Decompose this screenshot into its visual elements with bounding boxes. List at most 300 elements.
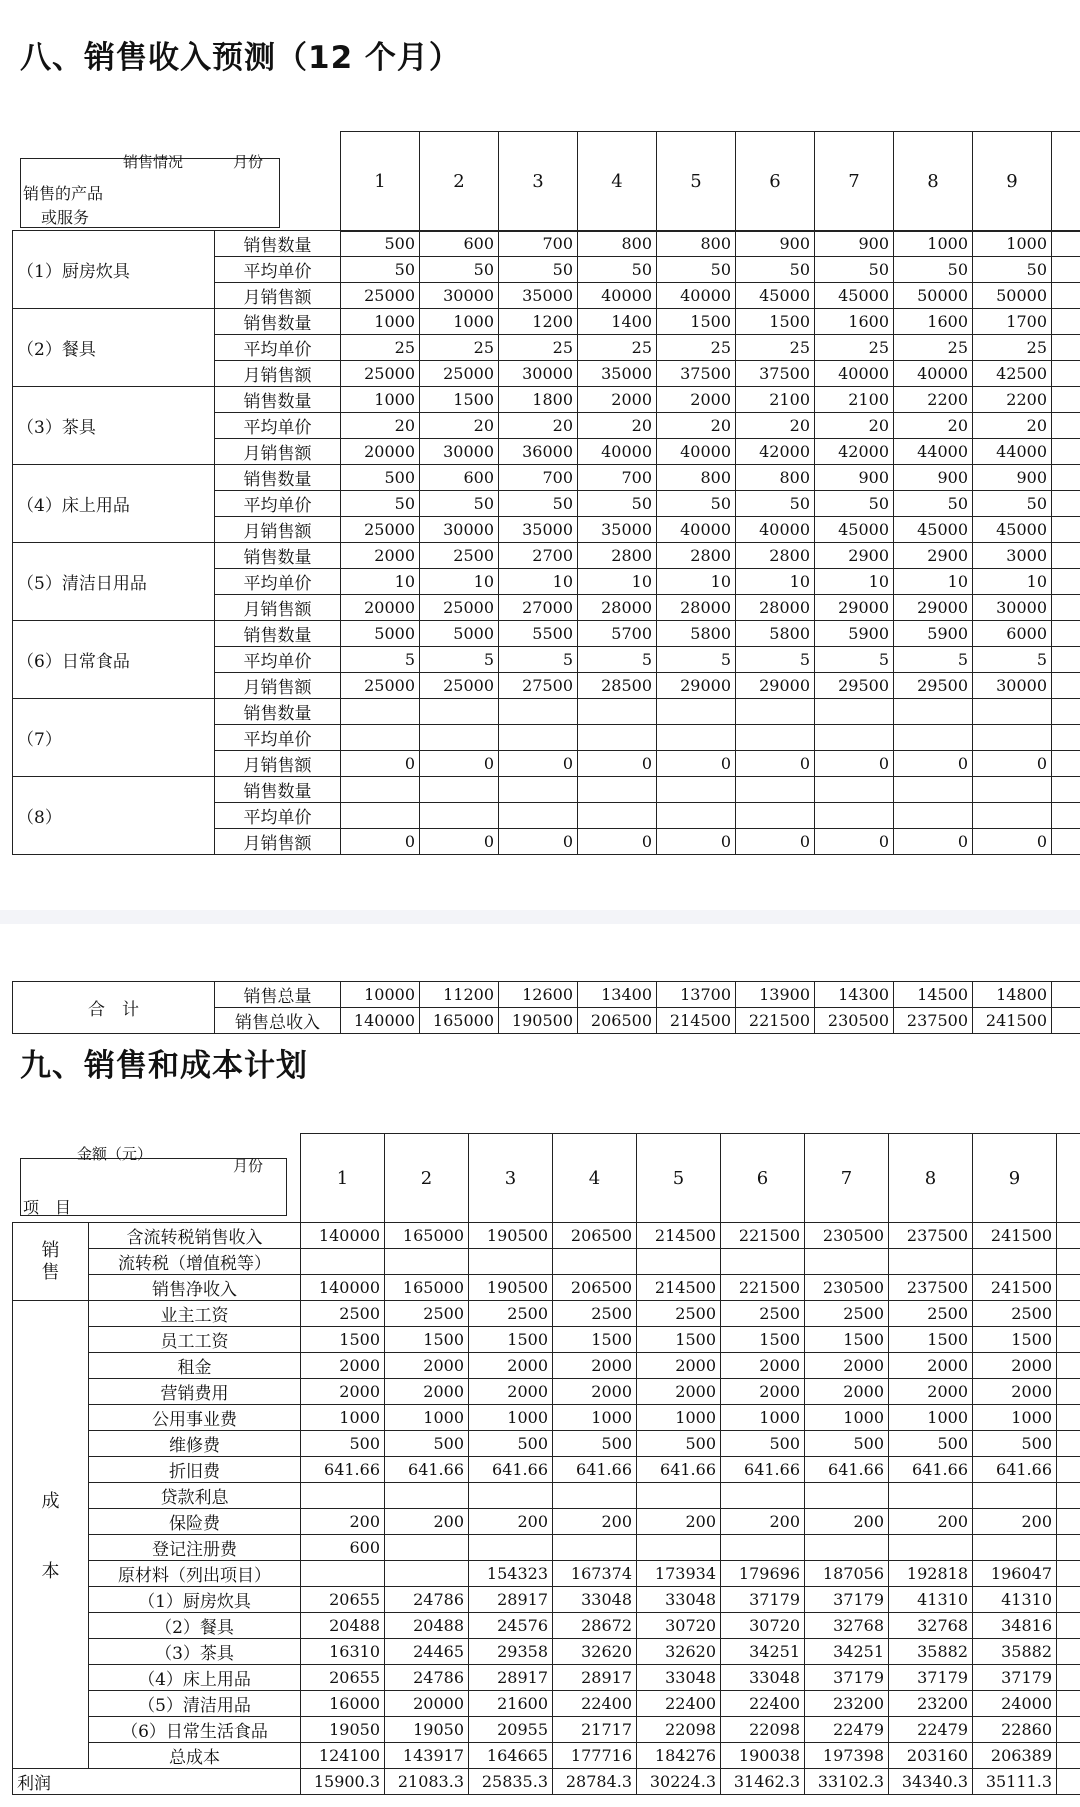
value-cell [889, 1249, 973, 1275]
section9-corner [20, 1145, 287, 1217]
value-cell: 2500 [420, 543, 499, 569]
value-cell: 1000 [805, 1405, 889, 1431]
value-cell: 1500 [420, 387, 499, 413]
value-cell: 203160 [889, 1743, 973, 1769]
value-cell: 200 [637, 1509, 721, 1535]
value-cell [973, 777, 1052, 803]
value-cell: 0 [815, 751, 894, 777]
month-header: 3 [499, 132, 578, 232]
value-cell: 1000 [973, 1405, 1057, 1431]
row-label: 流转税（增值税等） [89, 1249, 301, 1275]
value-cell: 20 [657, 413, 736, 439]
value-cell: 29500 [815, 673, 894, 699]
row-label: 折旧费 [89, 1457, 301, 1483]
value-cell: 50 [341, 257, 420, 283]
value-cell: 50 [894, 257, 973, 283]
row-label: 销售总量 [215, 982, 341, 1008]
value-cell: 50 [736, 257, 815, 283]
value-cell: 24000 [973, 1691, 1057, 1717]
cutoff-cell [1057, 1691, 1080, 1717]
value-cell: 10000 [341, 982, 420, 1008]
value-cell: 2000 [469, 1353, 553, 1379]
value-cell: 45000 [894, 517, 973, 543]
value-cell: 50000 [894, 283, 973, 309]
row-label: 平均单价 [215, 335, 341, 361]
value-cell [420, 777, 499, 803]
value-cell: 27000 [499, 595, 578, 621]
month-header: 2 [385, 1134, 469, 1223]
value-cell: 800 [736, 465, 815, 491]
value-cell: 214500 [637, 1275, 721, 1301]
value-cell: 500 [341, 231, 420, 257]
row-label: 平均单价 [215, 647, 341, 673]
cutoff-cell [1057, 1353, 1080, 1379]
value-cell: 1600 [815, 309, 894, 335]
cutoff-cell [1052, 699, 1080, 725]
month-header: 5 [637, 1134, 721, 1223]
cutoff-cell [1052, 465, 1080, 491]
table-row [13, 543, 1080, 569]
row-label: 原材料（列出项目） [89, 1561, 301, 1587]
value-cell: 641.66 [805, 1457, 889, 1483]
value-cell: 20000 [385, 1691, 469, 1717]
value-cell: 500 [805, 1431, 889, 1457]
value-cell: 10 [657, 569, 736, 595]
value-cell: 10 [973, 569, 1052, 595]
value-cell [657, 725, 736, 751]
value-cell: 20 [973, 413, 1052, 439]
cutoff-cell [1057, 1249, 1080, 1275]
value-cell [736, 725, 815, 751]
value-cell: 20655 [301, 1665, 385, 1691]
value-cell: 641.66 [721, 1457, 805, 1483]
value-cell: 5 [341, 647, 420, 673]
value-cell: 154323 [469, 1561, 553, 1587]
value-cell: 2500 [301, 1301, 385, 1327]
value-cell: 641.66 [889, 1457, 973, 1483]
value-cell: 13900 [736, 982, 815, 1008]
value-cell: 5 [578, 647, 657, 673]
cutoff-cell [1057, 1769, 1080, 1795]
value-cell: 0 [894, 829, 973, 855]
value-cell: 1000 [301, 1405, 385, 1431]
value-cell: 35882 [973, 1639, 1057, 1665]
corner9-left1: 项 目 [23, 1198, 72, 1217]
page-separator [0, 910, 1080, 924]
value-cell: 2000 [301, 1353, 385, 1379]
value-cell [341, 725, 420, 751]
row-label: 总成本 [89, 1743, 301, 1769]
table-row [13, 1301, 1080, 1327]
value-cell: 2500 [805, 1301, 889, 1327]
value-cell: 2000 [973, 1379, 1057, 1405]
cutoff-cell [1057, 1223, 1080, 1249]
value-cell: 30000 [420, 283, 499, 309]
value-cell: 40000 [894, 361, 973, 387]
value-cell: 641.66 [301, 1457, 385, 1483]
table-row [13, 1353, 1080, 1379]
value-cell: 40000 [815, 361, 894, 387]
value-cell: 2800 [578, 543, 657, 569]
value-cell [805, 1535, 889, 1561]
value-cell: 33048 [637, 1665, 721, 1691]
product-name: （7） [13, 699, 215, 777]
row-label: （3）茶具 [89, 1639, 301, 1665]
value-cell [301, 1483, 385, 1509]
value-cell: 5000 [420, 621, 499, 647]
value-cell: 10 [420, 569, 499, 595]
cutoff-cell [1057, 1665, 1080, 1691]
value-cell [973, 1483, 1057, 1509]
value-cell: 37179 [805, 1587, 889, 1613]
value-cell: 5000 [341, 621, 420, 647]
value-cell [815, 777, 894, 803]
value-cell: 196047 [973, 1561, 1057, 1587]
value-cell: 700 [499, 231, 578, 257]
month-header: 6 [721, 1134, 805, 1223]
cost-group-char2: 本 [41, 1560, 60, 1582]
table-row [13, 1431, 1080, 1457]
value-cell: 0 [420, 829, 499, 855]
value-cell: 2000 [973, 1353, 1057, 1379]
value-cell: 22400 [553, 1691, 637, 1717]
row-label: 销售数量 [215, 699, 341, 725]
value-cell: 206500 [553, 1275, 637, 1301]
value-cell: 2900 [894, 543, 973, 569]
value-cell: 20 [815, 413, 894, 439]
value-cell: 50 [499, 491, 578, 517]
value-cell: 5 [499, 647, 578, 673]
value-cell: 500 [721, 1431, 805, 1457]
value-cell: 31462.3 [721, 1769, 805, 1795]
value-cell [420, 725, 499, 751]
section9-month-header [300, 1133, 1080, 1223]
row-label: 月销售额 [215, 673, 341, 699]
table-row [13, 309, 1080, 335]
value-cell: 28500 [578, 673, 657, 699]
value-cell [973, 1535, 1057, 1561]
value-cell: 10 [341, 569, 420, 595]
value-cell: 5 [894, 647, 973, 673]
value-cell: 40000 [657, 517, 736, 543]
value-cell [805, 1483, 889, 1509]
value-cell: 900 [815, 231, 894, 257]
value-cell: 1500 [736, 309, 815, 335]
value-cell: 33048 [721, 1665, 805, 1691]
value-cell: 32620 [553, 1639, 637, 1665]
row-label: 平均单价 [215, 803, 341, 829]
value-cell: 32620 [637, 1639, 721, 1665]
value-cell: 2500 [721, 1301, 805, 1327]
value-cell: 36000 [499, 439, 578, 465]
value-cell [578, 803, 657, 829]
month-header: 1 [301, 1134, 385, 1223]
value-cell: 1000 [889, 1405, 973, 1431]
month-header: 2 [420, 132, 499, 232]
value-cell: 2100 [815, 387, 894, 413]
cutoff-cell [1052, 803, 1080, 829]
table-row [13, 1379, 1080, 1405]
value-cell: 2200 [973, 387, 1052, 413]
value-cell: 1800 [499, 387, 578, 413]
value-cell: 33048 [637, 1587, 721, 1613]
value-cell: 500 [553, 1431, 637, 1457]
row-label: 月销售额 [215, 439, 341, 465]
value-cell: 500 [341, 465, 420, 491]
value-cell: 37179 [721, 1587, 805, 1613]
value-cell: 25 [973, 335, 1052, 361]
value-cell: 164665 [469, 1743, 553, 1769]
value-cell: 1500 [637, 1327, 721, 1353]
row-label: 月销售额 [215, 829, 341, 855]
value-cell: 187056 [805, 1561, 889, 1587]
value-cell: 20 [499, 413, 578, 439]
cutoff-cell [1057, 1743, 1080, 1769]
value-cell: 2700 [499, 543, 578, 569]
value-cell: 0 [815, 829, 894, 855]
value-cell: 25000 [341, 283, 420, 309]
value-cell: 42500 [973, 361, 1052, 387]
cutoff-cell [1052, 335, 1080, 361]
value-cell: 230500 [805, 1223, 889, 1249]
value-cell [499, 725, 578, 751]
value-cell: 35000 [499, 517, 578, 543]
row-label: （6）日常生活食品 [89, 1717, 301, 1743]
row-label: 营销费用 [89, 1379, 301, 1405]
value-cell: 5800 [736, 621, 815, 647]
value-cell: 197398 [805, 1743, 889, 1769]
value-cell [973, 725, 1052, 751]
value-cell [301, 1561, 385, 1587]
value-cell: 30000 [499, 361, 578, 387]
value-cell: 50 [736, 491, 815, 517]
profit-row [13, 1769, 1080, 1795]
value-cell [553, 1249, 637, 1275]
cutoff-cell [1052, 829, 1080, 855]
value-cell: 30000 [420, 517, 499, 543]
value-cell: 10 [499, 569, 578, 595]
value-cell [657, 803, 736, 829]
value-cell: 50 [973, 257, 1052, 283]
row-label: 平均单价 [215, 413, 341, 439]
value-cell: 29000 [894, 595, 973, 621]
cutoff-cell [1057, 1275, 1080, 1301]
value-cell: 2100 [736, 387, 815, 413]
month-header: 7 [815, 132, 894, 232]
value-cell: 184276 [637, 1743, 721, 1769]
value-cell: 28784.3 [553, 1769, 637, 1795]
value-cell: 241500 [973, 1008, 1052, 1034]
value-cell: 800 [657, 465, 736, 491]
value-cell: 14500 [894, 982, 973, 1008]
value-cell: 40000 [578, 439, 657, 465]
cutoff-cell [1052, 257, 1080, 283]
value-cell: 206500 [553, 1223, 637, 1249]
value-cell [736, 777, 815, 803]
value-cell: 1000 [385, 1405, 469, 1431]
row-label: 含流转税销售收入 [89, 1223, 301, 1249]
value-cell: 900 [815, 465, 894, 491]
value-cell: 23200 [805, 1691, 889, 1717]
value-cell: 35882 [889, 1639, 973, 1665]
value-cell: 1500 [657, 309, 736, 335]
value-cell: 50 [499, 257, 578, 283]
row-label: 月销售额 [215, 283, 341, 309]
value-cell: 1000 [721, 1405, 805, 1431]
value-cell: 600 [301, 1535, 385, 1561]
table-row [13, 1587, 1080, 1613]
value-cell: 22400 [721, 1691, 805, 1717]
value-cell: 2200 [894, 387, 973, 413]
value-cell: 34816 [973, 1613, 1057, 1639]
row-label: 销售数量 [215, 543, 341, 569]
value-cell: 28000 [578, 595, 657, 621]
value-cell: 41310 [889, 1587, 973, 1613]
table-row [13, 465, 1080, 491]
value-cell: 50 [578, 257, 657, 283]
value-cell: 50 [420, 257, 499, 283]
value-cell [341, 777, 420, 803]
value-cell: 1700 [973, 309, 1052, 335]
value-cell: 21083.3 [385, 1769, 469, 1795]
value-cell: 221500 [736, 1008, 815, 1034]
value-cell: 25 [657, 335, 736, 361]
value-cell: 2000 [578, 387, 657, 413]
row-label: （1）厨房炊具 [89, 1587, 301, 1613]
cutoff-cell [1057, 1457, 1080, 1483]
table-row [13, 1483, 1080, 1509]
value-cell: 33048 [553, 1587, 637, 1613]
value-cell: 167374 [553, 1561, 637, 1587]
table-row [13, 1405, 1080, 1431]
corner-left2: 或服务 [41, 208, 90, 227]
row-label: 平均单价 [215, 569, 341, 595]
cutoff-cell [1052, 751, 1080, 777]
cutoff-cell [1057, 1639, 1080, 1665]
value-cell: 5 [657, 647, 736, 673]
month-header: 6 [736, 132, 815, 232]
product-name: （6）日常食品 [13, 621, 215, 699]
value-cell: 0 [894, 751, 973, 777]
cutoff-cell [1052, 725, 1080, 751]
row-label: 业主工资 [89, 1301, 301, 1327]
value-cell: 2500 [973, 1301, 1057, 1327]
section8-total-table [12, 981, 1080, 1034]
month-header: 4 [578, 132, 657, 232]
product-name: （3）茶具 [13, 387, 215, 465]
value-cell: 24576 [469, 1613, 553, 1639]
value-cell [637, 1535, 721, 1561]
row-label: 销售总收入 [215, 1008, 341, 1034]
value-cell [385, 1249, 469, 1275]
cost-group-label [13, 1301, 89, 1769]
value-cell: 50 [815, 257, 894, 283]
value-cell: 5 [973, 647, 1052, 673]
cutoff-cell [1057, 1483, 1080, 1509]
value-cell [894, 803, 973, 829]
value-cell: 500 [469, 1431, 553, 1457]
value-cell: 50 [973, 491, 1052, 517]
month-header: 5 [657, 132, 736, 232]
value-cell: 0 [499, 751, 578, 777]
row-label: （4）床上用品 [89, 1665, 301, 1691]
value-cell: 34251 [721, 1639, 805, 1665]
value-cell: 500 [973, 1431, 1057, 1457]
corner-left1: 销售的产品 [23, 184, 104, 203]
cutoff-cell [1057, 1613, 1080, 1639]
value-cell: 200 [889, 1509, 973, 1535]
value-cell [721, 1483, 805, 1509]
cutoff-cell [1057, 1301, 1080, 1327]
value-cell: 13700 [657, 982, 736, 1008]
value-cell: 25 [736, 335, 815, 361]
value-cell: 1500 [385, 1327, 469, 1353]
value-cell: 50 [657, 491, 736, 517]
value-cell: 33102.3 [805, 1769, 889, 1795]
corner9-top1: 金额（元） [77, 1145, 153, 1163]
section9-title: 九、销售和成本计划 [20, 1048, 308, 1084]
month-header: 4 [553, 1134, 637, 1223]
product-name: （5）清洁日用品 [13, 543, 215, 621]
cutoff-cell [1052, 569, 1080, 595]
value-cell: 1000 [341, 309, 420, 335]
value-cell: 50 [894, 491, 973, 517]
product-name: （1）厨房炊具 [13, 231, 215, 309]
value-cell: 2500 [553, 1301, 637, 1327]
value-cell: 500 [637, 1431, 721, 1457]
row-label: 平均单价 [215, 257, 341, 283]
value-cell: 1000 [341, 387, 420, 413]
value-cell: 2000 [553, 1353, 637, 1379]
value-cell: 165000 [420, 1008, 499, 1034]
value-cell: 28917 [553, 1665, 637, 1691]
value-cell: 900 [973, 465, 1052, 491]
value-cell: 237500 [889, 1223, 973, 1249]
value-cell: 20000 [341, 439, 420, 465]
row-label: （5）清洁用品 [89, 1691, 301, 1717]
row-label: 销售数量 [215, 387, 341, 413]
value-cell: 25000 [341, 517, 420, 543]
value-cell [973, 1249, 1057, 1275]
value-cell [553, 1535, 637, 1561]
value-cell: 2000 [637, 1353, 721, 1379]
value-cell [499, 699, 578, 725]
cutoff-cell [1052, 595, 1080, 621]
value-cell: 2500 [469, 1301, 553, 1327]
value-cell: 15900.3 [301, 1769, 385, 1795]
value-cell: 50000 [973, 283, 1052, 309]
value-cell: 2000 [301, 1379, 385, 1405]
value-cell: 2000 [805, 1353, 889, 1379]
value-cell: 30000 [973, 595, 1052, 621]
value-cell: 190500 [469, 1223, 553, 1249]
row-label: 员工工资 [89, 1327, 301, 1353]
value-cell: 25000 [420, 673, 499, 699]
value-cell: 165000 [385, 1223, 469, 1249]
month-header: 9 [973, 1134, 1057, 1223]
value-cell: 190500 [469, 1275, 553, 1301]
value-cell: 6000 [973, 621, 1052, 647]
value-cell: 20000 [341, 595, 420, 621]
cutoff-cell [1052, 413, 1080, 439]
value-cell: 20955 [469, 1717, 553, 1743]
value-cell: 37500 [736, 361, 815, 387]
value-cell: 25835.3 [469, 1769, 553, 1795]
value-cell: 190500 [499, 1008, 578, 1034]
value-cell: 0 [973, 829, 1052, 855]
value-cell [637, 1483, 721, 1509]
value-cell: 42000 [815, 439, 894, 465]
